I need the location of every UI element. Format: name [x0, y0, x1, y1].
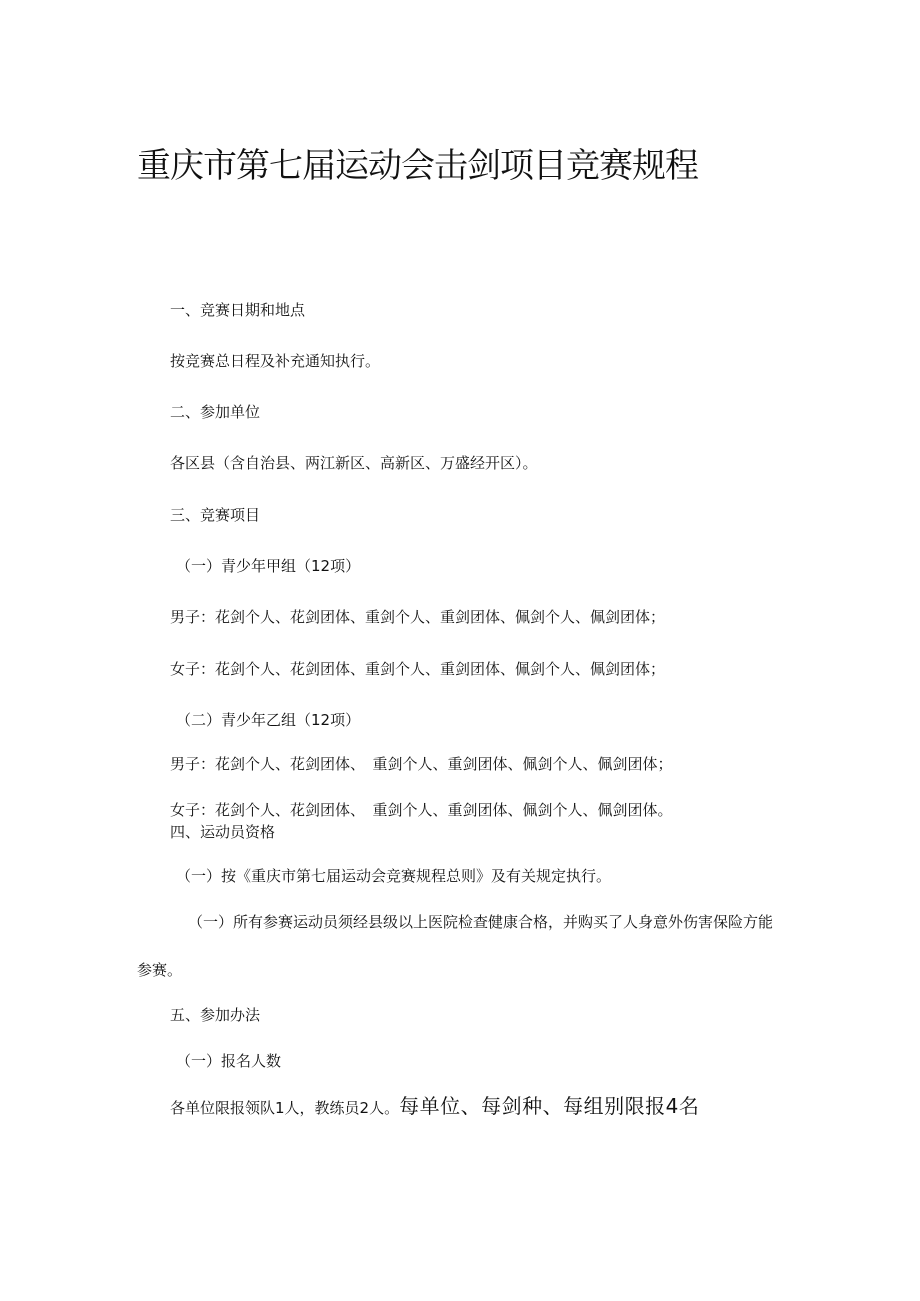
group-b-female-events: 女子：花剑个人、花剑团体、 重剑个人、重剑团体、佩剑个人、佩剑团体。: [170, 801, 673, 819]
participation-item-1: （一）报名人数: [176, 1052, 282, 1070]
participation-text-tail: 每单位、每剑种、每组别限报4名: [399, 1094, 700, 1118]
group-b-male-events: 男子：花剑个人、花剑团体、 重剑个人、重剑团体、佩剑个人、佩剑团体；: [170, 755, 673, 773]
participation-text: [170, 1096, 699, 1118]
section-heading-dates: 一、竞赛日期和地点: [170, 301, 306, 319]
eligibility-item-1: （一）按《重庆市第七届运动会竞赛规程总则》及有关规定执行。: [176, 867, 612, 885]
section-heading-units: 二、参加单位: [170, 403, 261, 421]
section-heading-participation: 五、参加办法: [170, 1006, 261, 1024]
section-heading-events: 三、竞赛项目: [170, 506, 261, 524]
section-heading-eligibility: 四、运动员资格: [170, 823, 276, 841]
subheading-group-b: （二）青少年乙组（12项）: [176, 711, 361, 729]
section-text-units: 各区县（含自治县、两江新区、高新区、万盛经开区）。: [170, 454, 538, 472]
page-title: 重庆市第七届运动会击剑项目竞赛规程: [137, 146, 698, 186]
eligibility-item-2-line2: 参赛。: [137, 961, 183, 979]
subheading-group-a: （一）青少年甲组（12项）: [176, 557, 361, 575]
group-a-female-events: 女子：花剑个人、花剑团体、重剑个人、重剑团体、佩剑个人、佩剑团体；: [170, 660, 666, 678]
group-a-male-events: 男子：花剑个人、花剑团体、重剑个人、重剑团体、佩剑个人、佩剑团体；: [170, 608, 666, 626]
eligibility-item-2-line1: （一）所有参赛运动员须经县级以上医院检查健康合格，并购买了人身意外伤害保险方能: [188, 913, 774, 931]
participation-text-start: 各单位限报领队1人，教练员2人。: [170, 1099, 400, 1117]
section-text-dates: 按竞赛总日程及补充通知执行。: [170, 352, 381, 370]
